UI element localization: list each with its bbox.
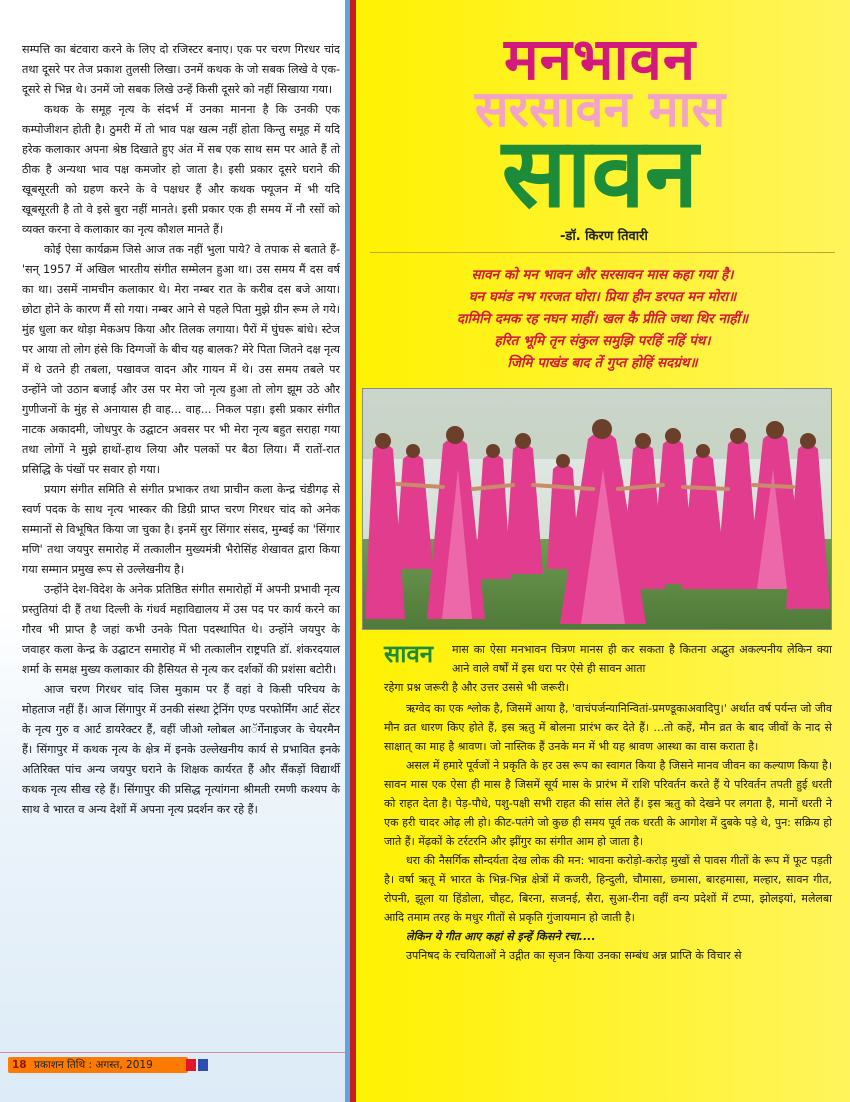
article-first-line: मास का ऐसा मनभावन चित्रण मानस ही कर सकता है कितना अद्भुत अकल्पनीय लेकिन क्या आने वाले वर्षों में इस धरा पर ऐसे ही सावन आता <box>452 643 832 675</box>
verse-block <box>370 264 835 374</box>
left-paragraph: सम्पत्ति का बंटवारा करने के लिए दो रजिस्टर बनाए। एक पर चरण गिरधर चांद तथा दूसरे पर तेज प्रकाश तुलसी लिखा। उनमें कथक के जो सबक लिखे वे एक-दूसरे से भिन्न थे। उनमें जो सबक लिखे उन्हें किसी दूसरे को नहीं सिखाया गया। <box>22 43 340 96</box>
article-paragraph: असल में हमारे पूर्वजों ने प्रकृति के हर उस रूप का स्वागत किया है जिसने मानव जीवन का कल्याण किया है। सावन मास एक ऐसा ही मास है जिसमें सूर्य मास के प्रारंभ में राशि परिवर्तन करते हैं ये परिवर्तन तपती हुई धरती को राहत देता है। पेड़-पौधे, पशु-पक्षी सभी राहत की सांस लेते हैं। इस ऋतु को देखने पर लगता है, मानों धरती ने एक हरी चादर ओढ़ ली हो। कीट-पतंगे जो कुछ ही समय पूर्व तक धरती के आगोश में दुबके पड़े थे, पुन: सक्रिय हो जाते हैं। मेंढ़कों के टर्रटरनि और झींगुर का संगीत आम हो जाता है। <box>384 759 832 848</box>
article-paragraph: धरा की नैसर्गिक सौन्दर्यता देख लोक की मन: भावना करोड़ो-करोड़ मुखों से पावस गीतों के रूप में फूट पड़ती है। वर्षा ऋतू में भारत के भिन्न-भिन्न क्षेत्रों में कजरी, हिन्दुली, चौमासा, छ्मासा, बारहमासा, मल्हार, सावन गीत, रोपनी, झूला या हिंडोला, चौहट, बिरना, सजनई, सैरा, सुआ-रीना वहीं वन्य प्रदेशों में टप्पा, झोलइयां, मलेलबा आदि तमाम तरह के मधुर गीतों से प्रकृति गुंजायमान हो जाती है। <box>384 854 832 924</box>
left-paragraph: आज चरण गिरधर चांद जिस मुकाम पर हैं वहां वे किसी परिचय के मोहताज नहीं हैं। आज सिंगापुर में उनकी संस्था ट्रेनिंग एण्ड परफोर्मिंग आर्ट सेंटर के नृत्य गुरु व आर्ट डायरेक्टर हैं, वहीं जीओ ग्लोबल आॅर्गेनाइजर के चेयरमैन हैं। सिंगापुर में कथक नृत्य के क्षेत्र में इनके उल्लेखनीय कार्य से प्रभावित इनके अतिरिक्त पांच अन्य जयपुर घराने के शिक्षक कार्यरत हैं और सैंकड़ों विद्यार्थी कथक नृत्य सीख रहे हैं। सिंगापुर की प्रसिद्ध नृत्यांगना श्रीमती रमणी कश्यप के साथ वे भारत व अन्य देशों में अपना नृत्य प्रदर्शन कर रहे हैं। <box>22 683 340 816</box>
footer-rule <box>0 1052 345 1053</box>
women-dancing-photo <box>362 388 832 630</box>
left-paragraph: प्रयाग संगीत समिति से संगीत प्रभाकर तथा प्राचीन कला केन्द्र चंडीगढ़ से स्वर्ण पदक के साथ नृत्य भास्कर की डिग्री प्राप्त चरण गिरधर चांद को अनेक सम्मानों से विभूषित किया जा चुका है। इनमें सुर सिंगार संसद, मुम्बई का 'सिंगार मणि' तथा जयपुर समारोह में तत्कालीन मुख्यमंत्री भैरोसिंह शेखावत द्वारा किया गया सम्मान प्रमुख रूप से उल्लेखनीय है। <box>22 483 340 576</box>
left-article-column <box>22 40 340 820</box>
photo-illustration <box>363 389 831 629</box>
page-footer <box>0 1052 345 1076</box>
red-edge-bar <box>350 0 356 1102</box>
publication-date: प्रकाशन तिथि : अगस्त, 2019 <box>33 1059 153 1071</box>
verse-line: घन घमंड नभ गरजत घोरा। प्रिया हीन डरपत मन मोरा॥ <box>468 289 737 305</box>
title-line-1: मनभावन <box>503 25 697 93</box>
title-line-3: सावन <box>501 117 699 229</box>
article-first-cont: रहेगा प्रश्न जरूरी है और उत्तर उससे भी जरूरी। <box>384 681 569 694</box>
verse-line: जिमि पाखंड बाद तें गुप्त होहिं सदग्रंथ॥ <box>507 355 698 371</box>
left-paragraph: उन्होंने देश-विदेश के अनेक प्रतिष्ठित संगीत समारोहों में अपनी प्रभावी नृत्य प्रस्तुतियां दी हैं तथा दिल्ली के गंधर्व महाविद्यालय में उस पद पर कार्य करने का गौरव भी प्राप्त है जहां कभी उनके पिता पदस्थापित थे। उन्होंने जयपुर के जवाहर कला केन्द्र के उद्घाटन समारोह में भी तत्कालीन राष्ट्रपति डॉ. शंकरदयाल शर्मा के समक्ष मुख्य कलाकार की हैसियत से नृत्य कर दर्शकों की प्रशंसा बटोरी। <box>22 583 340 676</box>
verse-line: हरित भूमि तृन संकुल समुझि परहिं नहिं पंथ। <box>494 333 711 349</box>
verse-line: सावन को मन भावन और सरसावन मास कहा गया है। <box>471 267 734 283</box>
drop-word: सावन <box>384 640 434 668</box>
right-article-body <box>384 699 832 965</box>
header-rule <box>370 252 835 253</box>
article-paragraph: ऋग्वेद का एक श्लोक है, जिसमें आया है, 'वाचंपर्जन्यानिन्वितां-प्रमण्डूकाअवादिपु।' अर्थात वर्ष पर्यन्त जो जीव मौन व्रत धारण किए होते हैं, इस ऋतु में बोलना प्रारंभ कर देते हैं। ...तो कहें, मौन व्रत के बाद जीवों के नाद से साक्षात् का माह है श्रावण। जो नास्तिक हैं उनके मन में भी यह श्रावण आस्था का वास कराता है। <box>384 702 832 753</box>
article-paragraph: उपनिषद के रचयिताओं ने उद्गीत का सृजन किया उनका सम्बंध अन्न प्राप्ति के विचार से <box>406 949 742 962</box>
author-byline: -डॉ. किरण तिवारी <box>560 229 648 244</box>
left-paragraph: कथक के समूह नृत्य के संदर्भ में उनका मानना है कि उनकी एक कम्पोजीशन होती है। ठुमरी में तो भाव पक्ष खत्म नहीं होता किन्तु समूह में यदि हरेक कलाकार अपना श्रेष्ठ दिखाते हुए अंत में सब एक साथ सम पर आते हैं तो ठीक है अन्यथा भाव पक्ष कमजोर हो जाता है। इसी प्रकार दूसरे घराने की खूबसूरती को ग्रहण करने के वे पक्षधर हैं और कथक फ्यूजन में भी यदि खूबसूरती है तो वे इसे बुरा नहीं मानते। इसी प्रकार एक ही समय में नौ रसों को व्यक्त करना वे कलाकार का नृत्य कौशल मानते हैं। <box>22 103 340 236</box>
footer-blue-square <box>198 1059 208 1071</box>
footer-red-square <box>186 1059 196 1071</box>
page-number: 18 <box>12 1059 27 1071</box>
article-quote: लेकिन ये गीत आए कहां से इन्हें किसने रचा.... <box>406 930 596 943</box>
left-paragraph: कोई ऐसा कार्यक्रम जिसे आज तक नहीं भुला पाये? वे तपाक से बताते हैं- 'सन् 1957 में अखिल भारतीय संगीत सम्मेलन हुआ था। उस समय मैं दस वर्ष का था। उसमें नामचीन कलाकार थे। मेरा नम्बर रात के करीब दस बजे आया। छोटा होने के कारण मैं सो गया। नम्बर आने से पहले पिता मुझे ग्रीन रूम ले गये। मुंह धुला कर थोड़ा मेकअप किया और तिलक लगाया। पैरों में घुंघरू बांधे। स्टेज पर आया तो लोग हंसे कि दिग्गजों के बीच यह बालक? मेरे पिता जितने दक्ष नृत्य में थे उतने ही तबला, पखावज वादन और गायन में थे। उस समय तबले पर उन्होंने जो उठान बजाई और उस पर मेरा जो नृत्य हुआ तो लोग झूम उठे और गुणीजनों के मुंह से अनायास ही वाह... वाह... निकल पड़ा। इसी प्रकार संगीत नाटक अकादमी, जोधपुर के उद्घाटन अवसर पर भी मेरा नृत्य बहुत सराहा गया तथा लोगों ने मुझे हाथों-हाथ लिया और पलकों पर बैठा लिया। मैं रातों-रात प्रसिद्धि के पंखों पर सवार हो गया। <box>22 243 340 476</box>
footer-text <box>12 1057 153 1073</box>
title-line-2: सरसावन मास <box>474 80 726 138</box>
verse-line: दामिनि दमक रह नघन माहीं। खल कै प्रीति जथा थिर नाहीं॥ <box>456 311 749 327</box>
